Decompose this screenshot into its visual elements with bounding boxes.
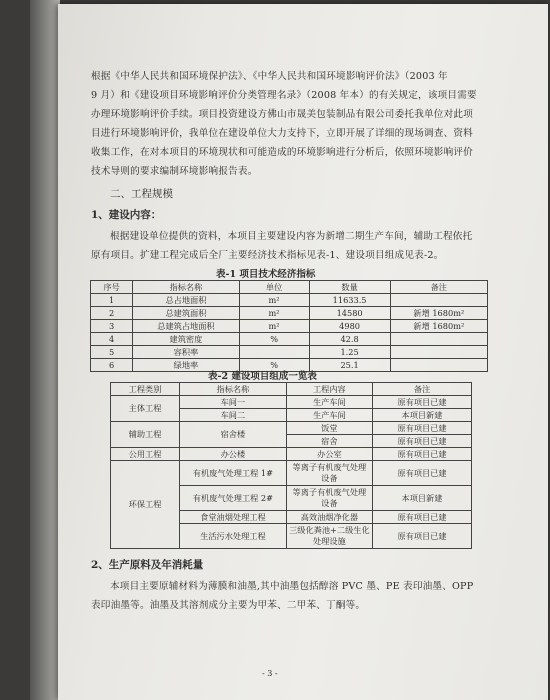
- table-cell: 本项目新建: [373, 409, 472, 422]
- section-heading-scale: 二、工程规模: [110, 188, 173, 200]
- table-cell: %: [239, 359, 309, 372]
- table1-caption: 表-1 项目技术经济指标: [216, 269, 316, 280]
- table-row: [111, 448, 472, 461]
- content-line-2: 原有项目。扩建工程完成后全厂主要经济技术指标见表-1、建设项目组成见表-2。: [91, 250, 444, 261]
- table-cell: 车间二: [180, 409, 287, 422]
- table-cell: 三级化粪池+二级生化处理设施: [286, 524, 372, 549]
- table-cell: 原有项目已建: [373, 511, 472, 524]
- table-cell: 总建筑面积: [133, 307, 239, 320]
- table1-header-row: [91, 281, 488, 294]
- table-cell: m²: [239, 320, 309, 333]
- table-cell: 总建筑占地面积: [133, 320, 239, 333]
- intro-line-1: 根据《中华人民共和国环境保护法》、《中华人民共和国环境影响评价法》（2003 年: [91, 71, 448, 82]
- table-cell: 4: [91, 333, 133, 346]
- binder-strip: [30, 0, 60, 700]
- table-cell: 办公楼: [180, 448, 287, 461]
- table-cell: 办公室: [286, 448, 372, 461]
- table2-header-cell: 工程内容: [286, 383, 372, 396]
- table-cell: [390, 333, 487, 346]
- table-cell: 5: [91, 346, 133, 359]
- table2-header-cell: 指标名称: [180, 383, 287, 396]
- table-row: [91, 333, 488, 346]
- table-cell: 宿舍: [286, 435, 372, 448]
- table-cell: 容积率: [133, 346, 239, 359]
- materials-line-2: 表印油墨等。油墨及其溶剂成分主要为甲苯、二甲苯、丁酮等。: [91, 600, 366, 611]
- table-cell: 6: [91, 359, 133, 372]
- table-cell: 主体工程: [111, 396, 180, 422]
- table-cell: 原有项目已建: [373, 461, 472, 486]
- intro-line-6: 技术导则的要求编制环境影响报告表。: [91, 166, 258, 177]
- table-cell: [390, 359, 487, 372]
- table-cell: 原有项目已建: [373, 524, 472, 549]
- table-cell: 4980: [309, 320, 390, 333]
- subsection-heading-materials: 2、生产原料及年消耗量: [91, 559, 204, 571]
- table1: [90, 280, 488, 372]
- table1-header-cell: 单位: [239, 281, 309, 294]
- table2-header-row: [111, 383, 472, 396]
- table-cell: 原有项目已建: [373, 435, 472, 448]
- table-row: [111, 396, 472, 409]
- table-row: [111, 461, 472, 486]
- table-cell: [239, 346, 309, 359]
- table-cell: 新增 1680m²: [390, 320, 487, 333]
- table-cell: 原有项目已建: [373, 422, 472, 435]
- table-cell: 宿舍楼: [180, 422, 287, 448]
- table1-header-cell: 序号: [91, 281, 133, 294]
- intro-line-4: 目进行环境影响评价，我单位在建设单位大力支持下，立即开展了详细的现场调查、资料: [91, 128, 473, 139]
- table-cell: 25.1: [309, 359, 390, 372]
- table-row: [91, 294, 488, 307]
- table-cell: 42.8: [309, 333, 390, 346]
- table-cell: 有机废气处理工程 2#: [180, 486, 287, 511]
- table-cell: 1.25: [309, 346, 390, 359]
- table-cell: 等离子有机废气处理设备: [286, 486, 372, 511]
- table-cell: 高效油烟净化器: [286, 511, 372, 524]
- table-cell: %: [239, 333, 309, 346]
- table-cell: 原有项目已建: [373, 448, 472, 461]
- table-cell: 生产车间: [286, 396, 372, 409]
- table-cell: m²: [239, 307, 309, 320]
- table-cell: 食堂油烟处理工程: [180, 511, 287, 524]
- table-row: [91, 346, 488, 359]
- materials-line-1: 本项目主要原辅材料为薄膜和油墨,其中油墨包括醇溶 PVC 墨、PE 表印油墨、OPP: [110, 581, 474, 592]
- table-cell: 辅助工程: [111, 422, 180, 448]
- table-cell: 新增 1680m²: [390, 307, 487, 320]
- intro-line-5: 收集工作，在对本项目的环境现状和可能造成的环境影响进行分析后，依照环境影响评价: [91, 147, 473, 158]
- table2: [110, 382, 472, 549]
- document-page: [58, 4, 548, 700]
- table-cell: 等离子有机废气处理设备: [286, 461, 372, 486]
- table1-header-cell: 备注: [390, 281, 487, 294]
- table-row: [91, 307, 488, 320]
- table-row: [111, 422, 472, 435]
- table-cell: 绿地率: [133, 359, 239, 372]
- table-cell: 2: [91, 307, 133, 320]
- table-cell: [390, 294, 487, 307]
- table-cell: 生活污水处理工程: [180, 524, 287, 549]
- table-cell: 环保工程: [111, 461, 180, 549]
- content-line-1: 根据建设单位提供的资料，本项目主要建设内容为新增二期生产车间，辅助工程依托: [110, 231, 473, 242]
- table-cell: 总占地面积: [133, 294, 239, 307]
- table1-header-cell: 指标名称: [133, 281, 239, 294]
- table-cell: 车间一: [180, 396, 287, 409]
- table-cell: 3: [91, 320, 133, 333]
- table2-caption: 表-2 建设项目组成一览表: [208, 371, 317, 382]
- table-cell: 原有项目已建: [373, 396, 472, 409]
- table-cell: m²: [239, 294, 309, 307]
- intro-line-3: 办理环境影响评价手续。项目投资建设方佛山市晟美包装制品有限公司委托我单位对此项: [91, 109, 473, 120]
- table-cell: [390, 346, 487, 359]
- table-row: [91, 320, 488, 333]
- table-cell: 建筑密度: [133, 333, 239, 346]
- table2-header-cell: 工程类别: [111, 383, 180, 396]
- table-cell: 公用工程: [111, 448, 180, 461]
- table-cell: 1: [91, 294, 133, 307]
- table-cell: 生产车间: [286, 409, 372, 422]
- subsection-heading-content: 1、建设内容：: [91, 209, 162, 221]
- table-cell: 有机废气处理工程 1#: [180, 461, 287, 486]
- table-cell: 14580: [309, 307, 390, 320]
- table1-header-cell: 数量: [309, 281, 390, 294]
- table2-header-cell: 备注: [373, 383, 472, 396]
- page-number: - 3 -: [262, 669, 278, 678]
- table-cell: 11633.5: [309, 294, 390, 307]
- table-cell: 饭堂: [286, 422, 372, 435]
- intro-line-2: 9 月）和《建设项目环境影响评价分类管理名录》（2008 年本）的有关规定，该项目需要: [91, 90, 477, 101]
- table-cell: 本项目新建: [373, 486, 472, 511]
